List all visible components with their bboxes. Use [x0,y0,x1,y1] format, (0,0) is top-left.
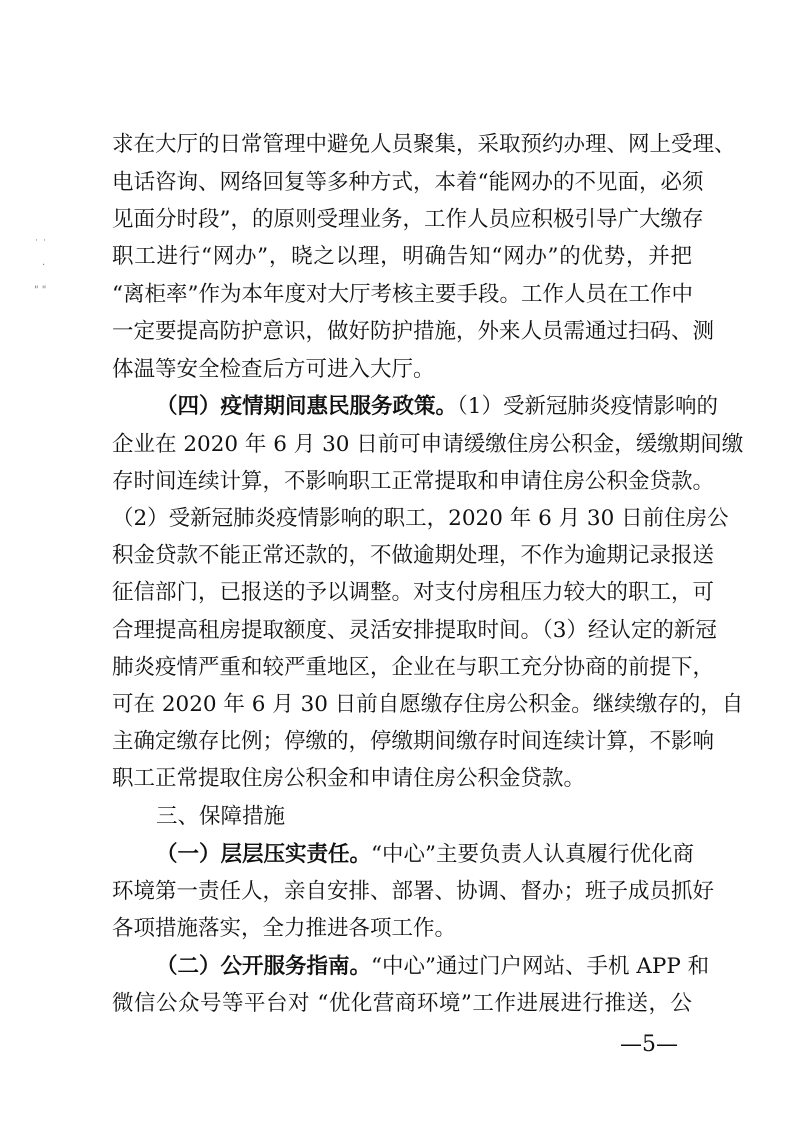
scan-mark: . [42,257,46,268]
paragraph-lead: （二）公开服务指南。 [156,954,372,979]
section-heading: 三、保障措施 [156,804,286,829]
body-line: 求在大厅的日常管理中避免人员聚集，采取预约办理、网上受理、 [112,132,736,157]
body-line: 各项措施落实，全力推进各项工作。 [112,916,457,941]
body-line: 肺炎疫情严重和较严重地区，企业在与职工充分协商的前提下， [112,655,715,680]
body-line: 一定要提高防护意识，做好防护措施，外来人员需通过扫码、测 [112,319,715,344]
body-line: 职工进行“网办”，晓之以理，明确告知“网办”的优势，并把 [112,244,692,269]
body-text: “中心”主要负责人认真履行优化商 [371,842,695,867]
body-line: 征信部门，已报送的予以调整。对支付房租压力较大的职工，可 [112,580,715,605]
body-line: 合理提高租房提取额度、灵活安排提取时间。（3）经认定的新冠 [112,618,717,643]
paragraph-first-line [156,392,718,422]
body-line: （2）受新冠肺炎疫情影响的职工，2020 年 6 月 30 日前住房公 [112,506,729,531]
paragraph-first-line [156,952,710,982]
paragraph-lead: （四）疫情期间惠民服务政策。 [156,394,458,419]
body-text: “中心”通过门户网站、手机 APP 和 [371,954,710,979]
body-line: 存时间连续计算，不影响职工正常提取和申请住房公积金贷款。 [112,469,715,494]
paragraph-first-line [156,840,695,870]
page-number: —5— [620,1032,678,1057]
body-line: 见面分时段”，的原则受理业务，工作人员应积极引导广大缴存 [112,207,704,232]
scan-mark: ˙ ˙ [34,239,48,250]
body-line: 微信公众号等平台对 “优化营商环境”工作进展进行推送，公 [112,991,692,1016]
scan-mark: " " [34,285,47,296]
body-line: 环境第一责任人，亲自安排、部署、协调、督办；班子成员抓好 [112,879,715,904]
body-line: 可在 2020 年 6 月 30 日前自愿缴存住房公积金。继续缴存的，自 [112,692,744,717]
body-line: 积金贷款不能正常还款的，不做逾期处理，不作为逾期记录报送 [112,543,715,568]
paragraph-lead: （一）层层压实责任。 [156,842,372,867]
body-line: 企业在 2020 年 6 月 30 日前可申请缓缴住房公积金，缓缴期间缴 [112,432,744,457]
body-line: 职工正常提取住房公积金和申请住房公积金贷款。 [112,766,586,791]
body-line: “离柜率”作为本年度对大厅考核主要手段。工作人员在工作中 [112,282,693,307]
body-line: 主确定缴存比例；停缴的，停缴期间缴存时间连续计算，不影响 [112,729,715,754]
body-line: 体温等安全检查后方可进入大厅。 [112,357,435,382]
body-text: （1）受新冠肺炎疫情影响的 [457,394,718,419]
body-line: 电话咨询、网络回复等多种方式，本着“能网办的不见面，必须 [112,170,704,195]
